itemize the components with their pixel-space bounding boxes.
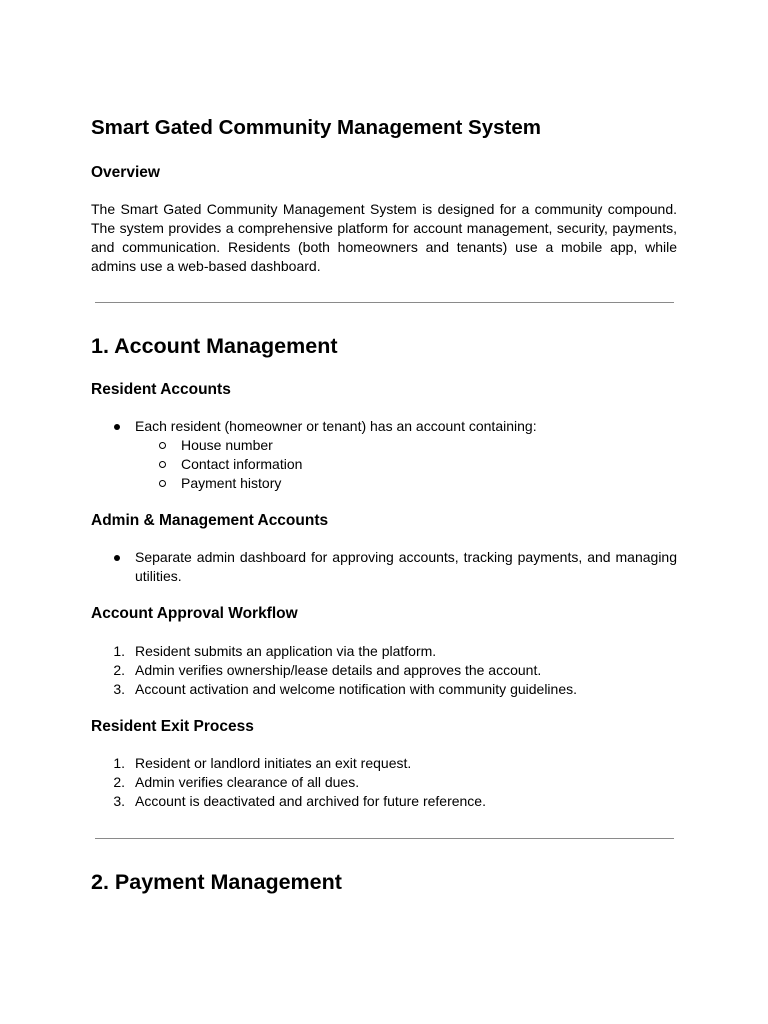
list-item-text: Each resident (homeowner or tenant) has an account containing: <box>135 418 537 434</box>
list-item <box>91 792 677 811</box>
section-heading-payment-management: 2. Payment Management <box>91 870 342 894</box>
list-item <box>91 642 677 661</box>
list-number: 2. <box>113 774 125 790</box>
overview-heading: Overview <box>91 164 160 181</box>
list-number: 3. <box>113 681 125 697</box>
sub-list-item-text: Payment history <box>181 475 282 491</box>
list-item-text: Admin verifies clearance of all dues. <box>135 774 360 790</box>
list-item <box>91 754 677 773</box>
horizontal-rule <box>95 302 674 303</box>
overview-paragraph: The Smart Gated Community Management System is designed for a community compound. The system provides a comprehensive platform for account management, security, payments, and communication. Residents (both homeowners and tenants) use a mobile app, while admins use a web-based dashboard. <box>91 201 677 274</box>
list-item-text: Admin verifies ownership/lease details and approves the account. <box>135 662 542 678</box>
sub-list-item <box>91 474 677 493</box>
horizontal-rule <box>95 838 674 839</box>
list-item-text: Account activation and welcome notification with community guidelines. <box>135 681 578 697</box>
list-number: 2. <box>113 662 125 678</box>
hollow-bullet-icon <box>159 480 166 487</box>
bullet-icon <box>114 424 120 430</box>
list-number: 1. <box>113 755 125 771</box>
resident-accounts-heading: Resident Accounts <box>91 381 231 398</box>
approval-workflow-heading: Account Approval Workflow <box>91 605 298 622</box>
bullet-icon <box>114 555 120 561</box>
admin-accounts-heading: Admin & Management Accounts <box>91 512 329 529</box>
list-item-text: Account is deactivated and archived for future reference. <box>135 793 486 809</box>
exit-process-heading: Resident Exit Process <box>91 718 254 735</box>
list-item-text: Resident or landlord initiates an exit request. <box>135 755 412 771</box>
list-number: 1. <box>113 643 125 659</box>
list-number: 3. <box>113 793 125 809</box>
sub-list-item-text: House number <box>181 437 273 453</box>
hollow-bullet-icon <box>159 442 166 449</box>
approval-workflow-list <box>91 642 677 699</box>
sub-list-item-text: Contact information <box>181 456 303 472</box>
hollow-bullet-icon <box>159 461 166 468</box>
list-item <box>91 661 677 680</box>
list-item <box>91 548 677 586</box>
resident-accounts-list <box>91 417 677 493</box>
list-item <box>91 680 677 699</box>
list-item <box>91 773 677 792</box>
document-title: Smart Gated Community Management System <box>91 116 541 139</box>
admin-accounts-list <box>91 548 677 586</box>
sub-list-item <box>91 455 677 474</box>
list-item-text: Separate admin dashboard for approving accounts, tracking payments, and managing utilities. <box>135 549 677 584</box>
list-item-text: Resident submits an application via the platform. <box>135 643 437 659</box>
list-item <box>91 417 677 493</box>
exit-process-list <box>91 754 677 811</box>
sub-list-item <box>91 436 677 455</box>
section-heading-account-management: 1. Account Management <box>91 334 338 358</box>
resident-accounts-sublist <box>91 436 677 493</box>
